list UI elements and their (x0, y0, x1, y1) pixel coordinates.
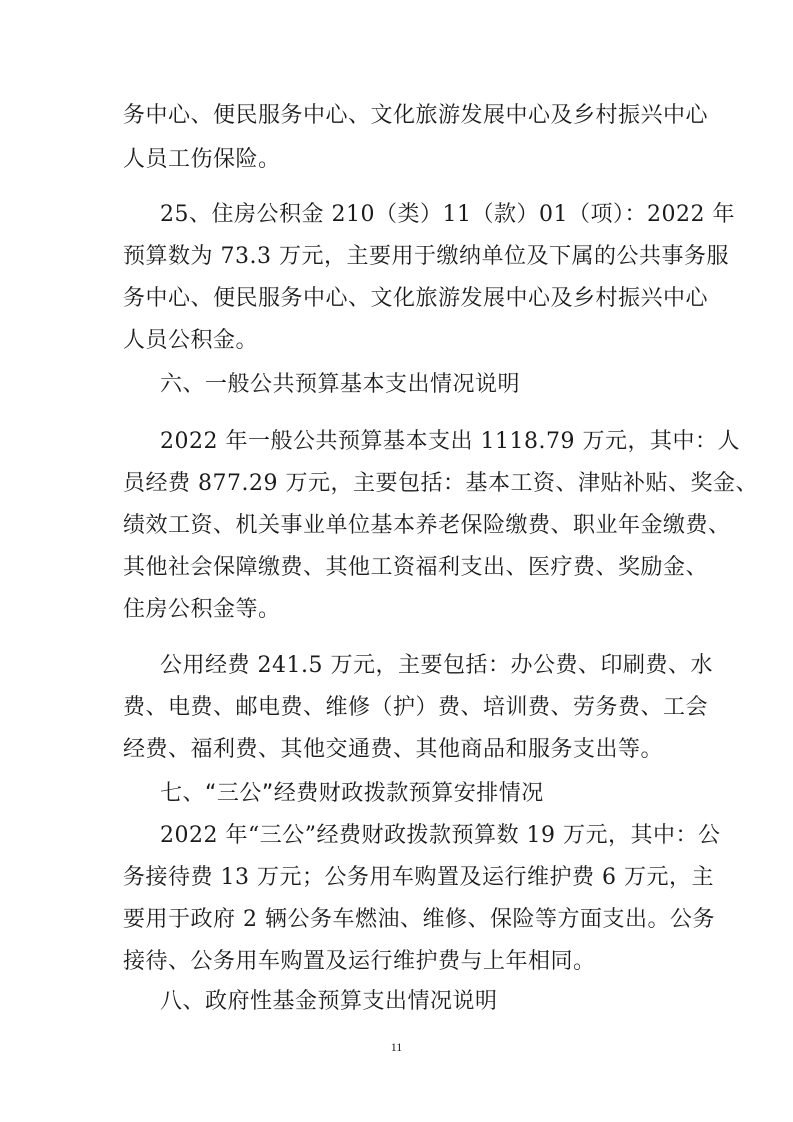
paragraph-line: 费、电费、邮电费、维修（护）费、培训费、劳务费、工会 (123, 695, 709, 720)
section-heading: 七、“三公”经费财政拨款预算安排情况 (160, 781, 544, 806)
paragraph-line: 务中心、便民服务中心、文化旅游发展中心及乡村振兴中心 (123, 286, 709, 311)
paragraph-line: 2022 年一般公共预算基本支出 1118.79 万元，其中：人 (160, 429, 740, 454)
paragraph-line: 住房公积金等。 (123, 597, 281, 622)
paragraph-line: 其他社会保障缴费、其他工资福利支出、医疗费、奖励金、 (123, 555, 709, 580)
section-heading: 八、政府性基金预算支出情况说明 (160, 989, 498, 1014)
section-heading: 六、一般公共预算基本支出情况说明 (160, 372, 521, 397)
paragraph-line: 公用经费 241.5 万元，主要包括：办公费、印刷费、水 (160, 653, 713, 678)
page-number: 11 (390, 1040, 403, 1054)
paragraph-line: 预算数为 73.3 万元，主要用于缴纳单位及下属的公共事务服 (123, 244, 729, 269)
paragraph-line: 经费、福利费、其他交通费、其他商品和服务支出等。 (123, 737, 664, 762)
paragraph-line: 务接待费 13 万元；公务用车购置及运行维护费 6 万元，主 (123, 865, 714, 890)
paragraph-line: 人员工伤保险。 (123, 147, 281, 172)
paragraph-line: 25、住房公积金 210（类）11（款）01（项）：2022 年 (160, 202, 735, 227)
paragraph-line: 务中心、便民服务中心、文化旅游发展中心及乡村振兴中心 (123, 103, 709, 128)
paragraph-line: 员经费 877.29 万元，主要包括：基本工资、津贴补贴、奖金、 (123, 471, 758, 496)
paragraph-line: 人员公积金。 (123, 328, 259, 353)
paragraph-line: 要用于政府 2 辆公务车燃油、维修、保险等方面支出。公务 (123, 907, 715, 932)
paragraph-line: 接待、公务用车购置及运行维护费与上年相同。 (123, 949, 596, 974)
paragraph-line: 2022 年“三公”经费财政拨款预算数 19 万元，其中：公 (160, 823, 721, 848)
paragraph-line: 绩效工资、机关事业单位基本养老保险缴费、职业年金缴费、 (123, 513, 731, 538)
